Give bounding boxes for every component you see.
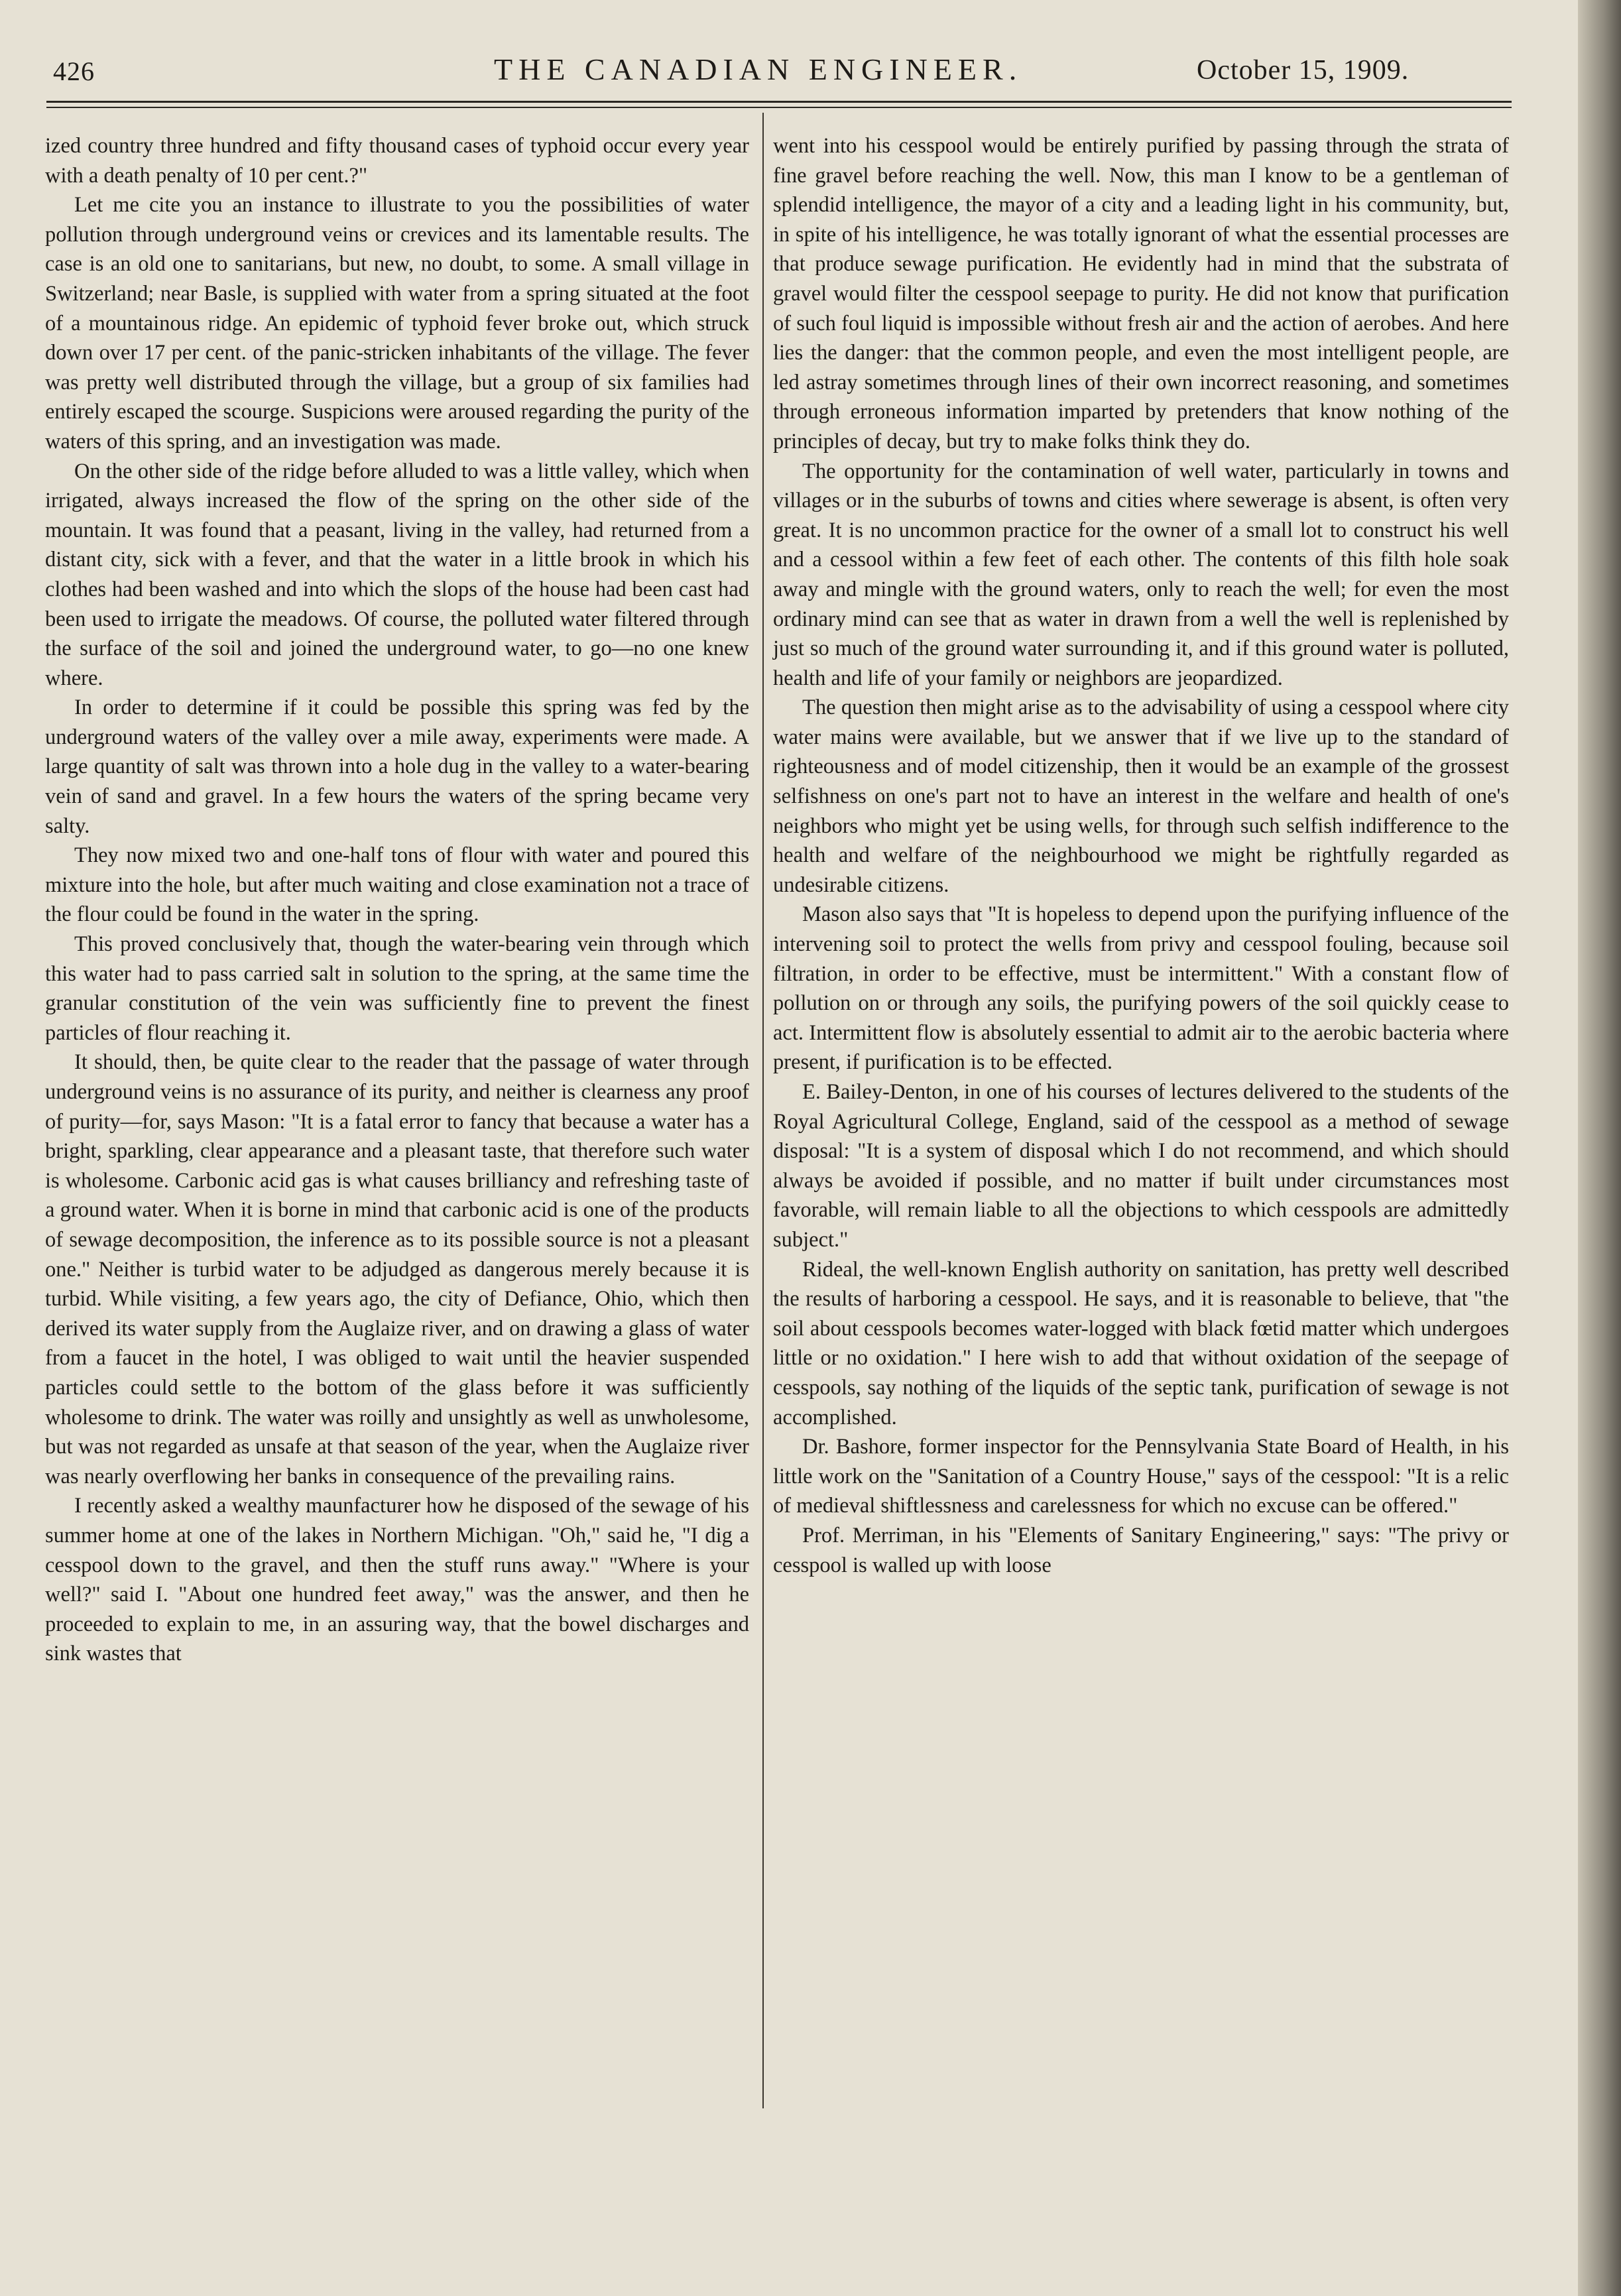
column-divider [762,113,764,2108]
paragraph: ized country three hundred and fifty thousand cases of typhoid occur every year with a death penalty of 10 per cent.?" [45,134,749,188]
left-column [45,131,749,1669]
paragraph: went into his cesspool would be entirely purified by passing through the strata of fine gravel before reaching the well. Now, this man I know to be a gentleman of splendid intelligence, the mayor of a city and a leading light in his community, but, in spite of his intelligence, he was totally ignorant of what the essential processes are that produce sewage purification. He evidently had in mind that the substrata of gravel would filter the cesspool seepage to purity. He did not know that purification of such foul liquid is impossible without fresh air and the action of aerobes. And here lies the danger: that the common people, and even the most intelligent people, are led astray sometimes through lines of their own incorrect reasoning, and sometimes through erroneous information imparted by pretenders that know nothing of the principles of decay, but try to make folks think they do. [773,134,1509,453]
binding-edge [1578,0,1621,2296]
paragraph: The question then might arise as to the advisability of using a cesspool where city water mains were available, but we answer that if we live up to the standard of righteousness and of model citizenship, then it would be an example of the grossest selfishness on one's part not to have an interest in the welfare and health of one's neighbors who might yet be using wells, for through such selfish indifference to the health and welfare of the neighbourhood we might be rightfully regarded as undesirable citizens. [773,695,1509,897]
paragraph: I recently asked a wealthy maunfacturer how he disposed of the sewage of his summer home at one of the lakes in Northern Michigan. "Oh," said he, "I dig a cesspool down to the gravel, and then the stuff runs away." "Where is your well?" said I. "About one hundred feet away," was the answer, and then he proceeded to explain to me, in an assuring way, that the bowel discharges and sink wastes that [45,1494,749,1666]
paragraph: Mason also says that "It is hopeless to depend upon the purifying influence of the intervening soil to protect the wells from privy and cesspool fouling, because soil filtration, in order to be effective, must be intermittent." With a constant flow of pollution on or through any soils, the purifying powers of the soil quickly cease to act. Intermittent flow is absolutely essential to admit air to the aerobic bacteria where present, if purification is to be effected. [773,902,1509,1075]
right-column [773,131,1509,1580]
header-rule-bottom [46,107,1512,108]
paragraph: Rideal, the well-known English authority on sanitation, has pretty well described the results of harboring a cesspool. He says, and it is reasonable to believe, that "the soil about cesspools becomes water-logged with black fœtid matter which undergoes little or no oxidation." I here wish to add that without oxidation of the seepage of cesspools, say nothing of the liquids of the septic tank, purification of sewage is not accomplished. [773,1257,1509,1429]
journal-title: THE CANADIAN ENGINEER. [494,52,1023,86]
paragraph: It should, then, be quite clear to the reader that the passage of water through underground veins is no assurance of its purity, and neither is clearness any proof of purity—for, says Mason: "It is a fatal error to fancy that because a water has a bright, sparkling, clear appearance and a pleasant taste, that therefore such water is wholesome. Carbonic acid gas is what causes brilliancy and refreshing taste of a ground water. When it is borne in mind that carbonic acid is one of the products of sewage decomposition, the inference as to its possible source is not a pleasant one." Neither is turbid water to be adjudged as dangerous merely because it is turbid. While visiting, a few years ago, the city of Defiance, Ohio, which then derived its water supply from the Auglaize river, and on drawing a glass of water from a faucet in the hotel, I was obliged to wait until the heavier suspended particles could settle to the bottom of the glass before it was sufficiently wholesome to drink. The water was roilly and unsightly as well as unwholesome, but was not regarded as unsafe at that season of the year, when the Auglaize river was nearly overflowing her banks in consequence of the prevailing rains. [45,1050,749,1488]
page-number: 426 [53,56,95,86]
paragraph: They now mixed two and one-half tons of flour with water and poured this mixture into the hole, but after much waiting and close examination not a trace of the flour could be found in the water in the spring. [45,843,749,927]
paragraph: In order to determine if it could be possible this spring was fed by the underground waters of the valley over a mile away, experiments were made. A large quantity of salt was thrown into a hole dug in the valley to a water-bearing vein of sand and gravel. In a few hours the waters of the spring became very salty. [45,695,749,838]
paragraph: This proved conclusively that, though the water-bearing vein through which this water had to pass carried salt in solution to the spring, at the same time the granular constitution of the vein was sufficiently fine to prevent the finest particles of flour reaching it. [45,932,749,1045]
paragraph: The opportunity for the contamination of well water, particularly in towns and villages or in the suburbs of towns and cities where sewerage is absent, is often very great. It is no uncommon practice for the owner of a small lot to construct his well and a cessool within a few feet of each other. The contents of this filth hole soak away and mingle with the ground waters, only to reach the well; for even the most ordinary mind can see that as water in drawn from a well the well is replenished by just so much of the ground water surrounding it, and if this ground water is polluted, health and life of your family or neighbors are jeopardized. [773,459,1509,690]
paragraph: Prof. Merriman, in his "Elements of Sanitary Engineering," says: "The privy or cesspool is walled up with loose [773,1523,1509,1577]
paragraph: On the other side of the ridge before alluded to was a little valley, which when irrigated, always increased the flow of the spring on the other side of the mountain. It was found that a peasant, living in the valley, had returned from a distant city, sick with a fever, and that the water in a little brook in which his clothes had been washed and into which the slops of the house had been cast had been used to irrigate the meadows. Of course, the polluted water filtered through the surface of the soil and joined the underground water, to go—no one knew where. [45,459,749,690]
paragraph: E. Bailey-Denton, in one of his courses of lectures delivered to the students of the Royal Agricultural College, England, said of the cesspool as a method of sewage disposal: "It is a system of disposal which I do not recommend, and which should always be avoided if possible, and no matter if built under circumstances most favorable, will remain liable to all the objections to which cesspools are admittedly subject." [773,1080,1509,1252]
header-rule-top [46,101,1512,103]
issue-date: October 15, 1909. [1197,55,1410,86]
paragraph: Let me cite you an instance to illustrate to you the possibilities of water pollution through underground veins or crevices and its lamentable results. The case is an old one to sanitarians, but new, no doubt, to some. A small village in Switzerland; near Basle, is supplied with water from a spring situated at the foot of a mountainous ridge. An epidemic of typhoid fever broke out, which struck down over 17 per cent. of the panic-stricken inhabitants of the village. The fever was pretty well distributed through the village, but a group of six families had entirely escaped the scourge. Suspicions were aroused regarding the purity of the waters of this spring, and an investigation was made. [45,193,749,453]
paragraph: Dr. Bashore, former inspector for the Pennsylvania State Board of Health, in his little work on the "Sanitation of a Country House," says of the cesspool: "It is a relic of medieval shiftlessness and carelessness for which no excuse can be offered." [773,1435,1509,1518]
